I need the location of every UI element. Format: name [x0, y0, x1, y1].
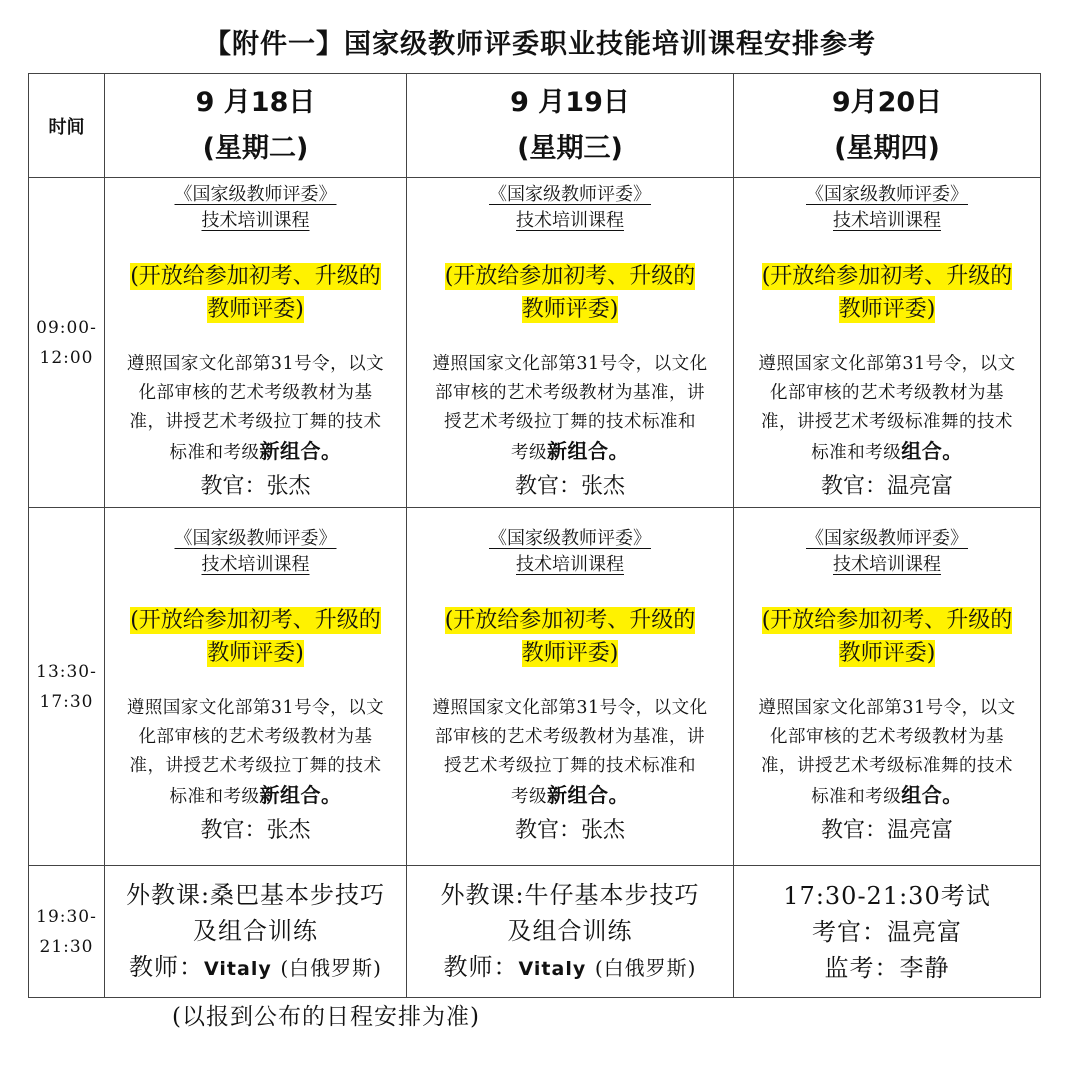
time-header: 时间 [29, 74, 105, 178]
day-weekday: (星期二) [202, 132, 309, 164]
course-description: 遵照国家文化部第31号令，以文 化部审核的艺术考级教材为基 准，讲授艺术考级拉丁舞的技术 标准和考级新组合。 [126, 697, 385, 807]
time-start: 13:30- [36, 661, 97, 682]
course-description: 遵照国家文化部第31号令，以文化 部审核的艺术考级教材为基准，讲 授艺术考级拉丁舞的技术标准和 考级新组合。 [432, 353, 708, 463]
class-subtitle: 及组合训练 [193, 916, 318, 945]
time-start: 19:30- [36, 906, 97, 927]
exam-time: 17:30-21:30考试 [783, 881, 991, 910]
course-description: 遵照国家文化部第31号令，以文 化部审核的艺术考级教材为基 准，讲授艺术考级标准舞的技术 标准和考级组合。 [758, 353, 1016, 463]
page-title: 【附件一】国家级教师评委职业技能培训课程安排参考 [204, 29, 876, 60]
day-date: 9 月19日 [510, 86, 630, 118]
evening-cell [734, 866, 1041, 998]
time-end: 17:30 [39, 691, 94, 712]
open-notice: (开放给参加初考、升级的 教师评委) [130, 263, 381, 322]
open-notice: (开放给参加初考、升级的 教师评委) [130, 607, 381, 666]
day-header-2 [407, 74, 734, 178]
day-weekday: (星期三) [517, 132, 623, 164]
session-cell [105, 178, 407, 508]
day-date: 9 月18日 [195, 86, 316, 118]
course-title: 《国家级教师评委》 [489, 527, 651, 549]
schedule-note: (以报到公布的日程安排为准) [172, 1004, 480, 1030]
day-header-1 [105, 74, 407, 178]
instructor: 教官：张杰 [514, 817, 625, 843]
time-slot-evening [29, 866, 105, 998]
instructor: 教官：张杰 [200, 473, 311, 499]
session-cell [407, 508, 734, 866]
session-cell [407, 178, 734, 508]
session-cell [734, 508, 1041, 866]
course-title: 《国家级教师评委》 [174, 527, 337, 549]
open-notice: (开放给参加初考、升级的 教师评委) [444, 607, 696, 666]
time-start: 09:00- [36, 317, 97, 338]
course-title: 《国家级教师评委》 [806, 183, 968, 205]
instructor: 教师：Vitaly (白俄罗斯) [443, 952, 697, 981]
instructor: 教官：温亮富 [820, 473, 953, 499]
open-notice: (开放给参加初考、升级的 教师评委) [761, 263, 1013, 322]
morning-row [29, 178, 1041, 508]
examiner: 考官：温亮富 [812, 917, 962, 946]
evening-cell [105, 866, 407, 998]
course-description: 遵照国家文化部第31号令，以文化 部审核的艺术考级教材为基准，讲 授艺术考级拉丁舞的技术标准和 考级新组合。 [432, 697, 708, 807]
schedule-table [28, 73, 1041, 998]
class-subtitle: 及组合训练 [507, 916, 633, 945]
course-subtitle: 技术培训课程 [201, 209, 310, 231]
course-description: 遵照国家文化部第31号令，以文 化部审核的艺术考级教材为基 准，讲授艺术考级拉丁舞的技术 标准和考级新组合。 [126, 353, 385, 463]
evening-cell [407, 866, 734, 998]
afternoon-row [29, 508, 1041, 866]
day-header-3 [734, 74, 1041, 178]
course-subtitle: 技术培训课程 [516, 209, 624, 231]
evening-row [29, 866, 1041, 998]
time-end: 12:00 [39, 347, 94, 368]
time-slot-morning [29, 178, 105, 508]
day-date: 9月20日 [831, 86, 943, 118]
session-cell [105, 508, 407, 866]
course-subtitle: 技术培训课程 [516, 553, 624, 575]
course-title: 《国家级教师评委》 [489, 183, 651, 205]
proctor: 监考：李静 [824, 953, 950, 982]
time-end: 21:30 [39, 936, 94, 957]
class-title: 外教课:牛仔基本步技巧 [440, 880, 700, 909]
day-weekday: (星期四) [834, 132, 940, 164]
course-subtitle: 技术培训课程 [833, 209, 941, 231]
session-cell [734, 178, 1041, 508]
course-subtitle: 技术培训课程 [833, 553, 941, 575]
course-title: 《国家级教师评委》 [174, 183, 337, 205]
time-slot-afternoon [29, 508, 105, 866]
instructor: 教官：张杰 [514, 473, 625, 499]
course-title: 《国家级教师评委》 [806, 527, 968, 549]
course-subtitle: 技术培训课程 [201, 553, 310, 575]
header-row [29, 74, 1041, 178]
class-title: 外教课:桑巴基本步技巧 [125, 880, 386, 909]
instructor: 教官：张杰 [200, 817, 311, 843]
open-notice: (开放给参加初考、升级的 教师评委) [444, 263, 696, 322]
instructor: 教师：Vitaly (白俄罗斯) [129, 952, 382, 981]
instructor: 教官：温亮富 [820, 817, 953, 843]
open-notice: (开放给参加初考、升级的 教师评委) [761, 607, 1013, 666]
course-description: 遵照国家文化部第31号令，以文 化部审核的艺术考级教材为基 准，讲授艺术考级标准舞的技术 标准和考级组合。 [758, 697, 1016, 807]
